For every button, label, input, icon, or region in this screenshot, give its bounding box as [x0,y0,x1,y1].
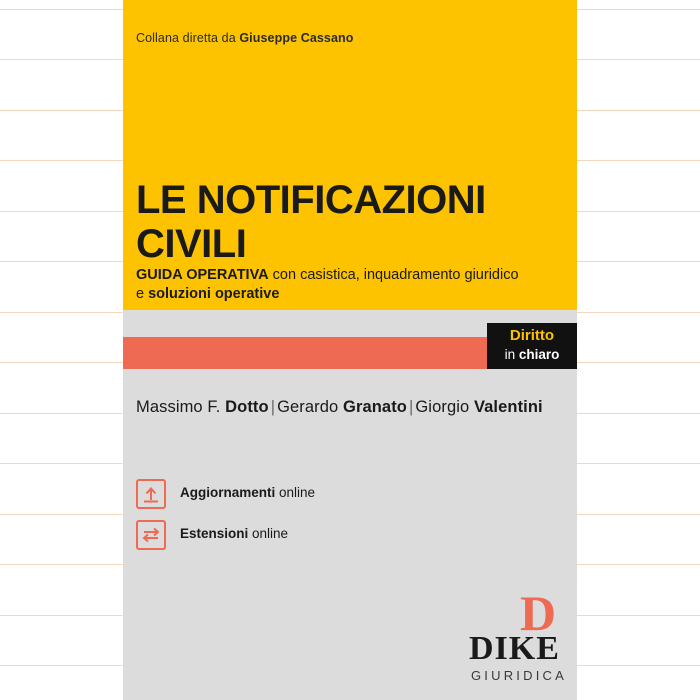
series-editor-line [136,31,354,45]
series-prefix: Collana diretta da [136,31,240,45]
arrow-up-in-box-icon [136,479,166,509]
refresh-loop-icon [136,520,166,550]
book-subtitle [136,266,556,304]
badge-normal-1: online [275,485,316,500]
book-title-line-1: LE NOTIFICAZIONI [136,178,486,222]
collection-label-bold: chiaro [518,347,560,362]
publisher-subtitle: GIURIDICA [471,668,567,683]
authors-line [136,398,566,417]
author-first-name-1: Massimo F. [136,398,226,416]
author-separator: | [408,398,414,416]
subtitle-strong-2: soluzioni operative [148,286,280,302]
collection-label-line-2 [487,347,577,362]
series-editor-name: Giuseppe Cassano [239,31,354,45]
author-first-name-2: Gerardo [277,398,344,416]
author-first-name-3: Giorgio [415,398,474,416]
badge-strong-1: Aggiornamenti [180,485,276,500]
badge-strong-2: Estensioni [180,526,249,541]
badge-label-estensioni [180,526,288,541]
subtitle-normal-2: e [136,286,149,302]
collection-label-line-1: Diritto [509,327,555,344]
collection-label-box [487,323,577,369]
author-last-name-2: Granato [343,398,407,416]
collection-label-light: in [504,347,519,362]
publisher-name: DIKE [469,630,560,667]
subtitle-strong-1: GUIDA OPERATIVA [136,267,269,283]
badge-label-aggiornamenti [180,485,315,500]
book-title-line-2: CIVILI [136,222,247,266]
author-separator: | [270,398,276,416]
subtitle-normal-1: con casistica, inquadramento giuridico [268,267,519,283]
publisher-monogram: D [520,585,557,641]
badge-normal-2: online [248,526,289,541]
book-title [136,178,556,266]
author-last-name-1: Dotto [225,398,269,416]
author-last-name-3: Valentini [473,398,543,416]
